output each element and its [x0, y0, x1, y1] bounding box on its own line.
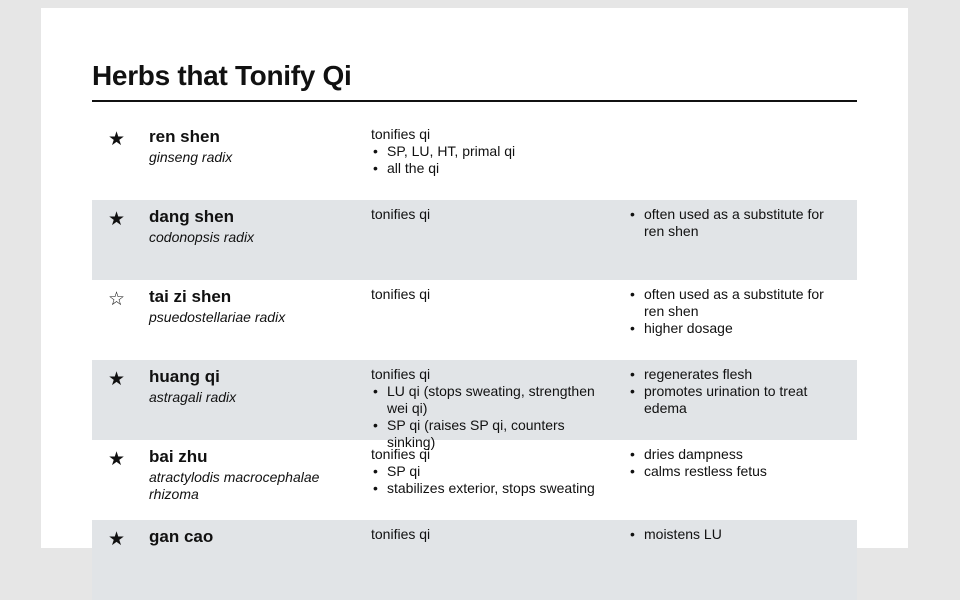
herb-action: tonifies qi: [371, 206, 431, 222]
herb-latin-name: astragali radix: [149, 389, 237, 405]
herb-row: [92, 360, 857, 450]
notes-list: [628, 286, 833, 337]
herb-row: [92, 280, 857, 360]
herb-latin-name: ginseng radix: [149, 149, 233, 165]
page-title: Herbs that Tonify Qi: [92, 60, 352, 91]
herb-action: tonifies qi: [371, 366, 431, 382]
notes-list: [628, 526, 833, 543]
herb-action-cell: [371, 126, 616, 177]
notes-list: [628, 446, 833, 480]
herb-row: [92, 440, 857, 520]
list-item: • often used as a substitute for ren shen: [628, 286, 833, 320]
list-item: • promotes urination to treat edema: [628, 383, 833, 417]
list-item: • stabilizes exterior, stops sweating: [371, 480, 616, 497]
list-item: • calms restless fetus: [628, 463, 833, 480]
herb-notes-cell: [628, 446, 833, 480]
herb-action-cell: [371, 206, 616, 223]
list-item: • regenerates flesh: [628, 366, 833, 383]
herb-name: gan cao: [149, 527, 214, 546]
star-outline-icon: ☆: [108, 288, 126, 310]
herb-name: dang shen: [149, 207, 235, 226]
herb-notes-cell: [628, 286, 833, 337]
herb-row: [92, 120, 857, 200]
list-item: • SP qi (raises SP qi, counters sinking): [371, 417, 616, 451]
herb-latin-name: atractylodis macrocephalae rhizoma: [149, 469, 320, 502]
star-icon: ★: [108, 208, 126, 230]
list-item: • often used as a substitute for ren shen: [628, 206, 833, 240]
herb-name: tai zi shen: [149, 287, 232, 306]
document-page: [41, 8, 908, 548]
herb-action-cell: [371, 526, 616, 543]
herb-action: tonifies qi: [371, 286, 431, 302]
notes-list: [628, 366, 833, 417]
list-item: • higher dosage: [628, 320, 833, 337]
herb-table: [92, 120, 857, 600]
herb-action-cell: [371, 366, 616, 451]
notes-list: [628, 206, 833, 240]
herb-action: tonifies qi: [371, 446, 431, 462]
herb-latin-name: codonopsis radix: [149, 229, 255, 245]
list-item: • all the qi: [371, 160, 616, 177]
herb-action-cell: [371, 286, 616, 303]
list-item: • LU qi (stops sweating, strengthen wei qi): [371, 383, 616, 417]
star-icon: ★: [108, 128, 126, 150]
list-item: • SP, LU, HT, primal qi: [371, 143, 616, 160]
herb-latin-name: psuedostellariae radix: [149, 309, 286, 325]
action-points: [371, 143, 616, 177]
herb-row: [92, 200, 857, 280]
herb-notes-cell: [628, 206, 833, 240]
list-item: • moistens LU: [628, 526, 833, 543]
star-icon: ★: [108, 368, 126, 390]
herb-action-cell: [371, 446, 616, 497]
herb-notes-cell: [628, 366, 833, 417]
star-icon: ★: [108, 528, 126, 550]
list-item: • SP qi: [371, 463, 616, 480]
list-item: • dries dampness: [628, 446, 833, 463]
herb-name: ren shen: [149, 127, 220, 146]
action-points: [371, 463, 616, 497]
title-underline: [92, 100, 857, 102]
herb-name: huang qi: [149, 367, 220, 386]
herb-action: tonifies qi: [371, 126, 431, 142]
herb-action: tonifies qi: [371, 526, 431, 542]
herb-row: [92, 520, 857, 600]
herb-notes-cell: [628, 526, 833, 543]
star-icon: ★: [108, 448, 126, 470]
herb-name: bai zhu: [149, 447, 208, 466]
